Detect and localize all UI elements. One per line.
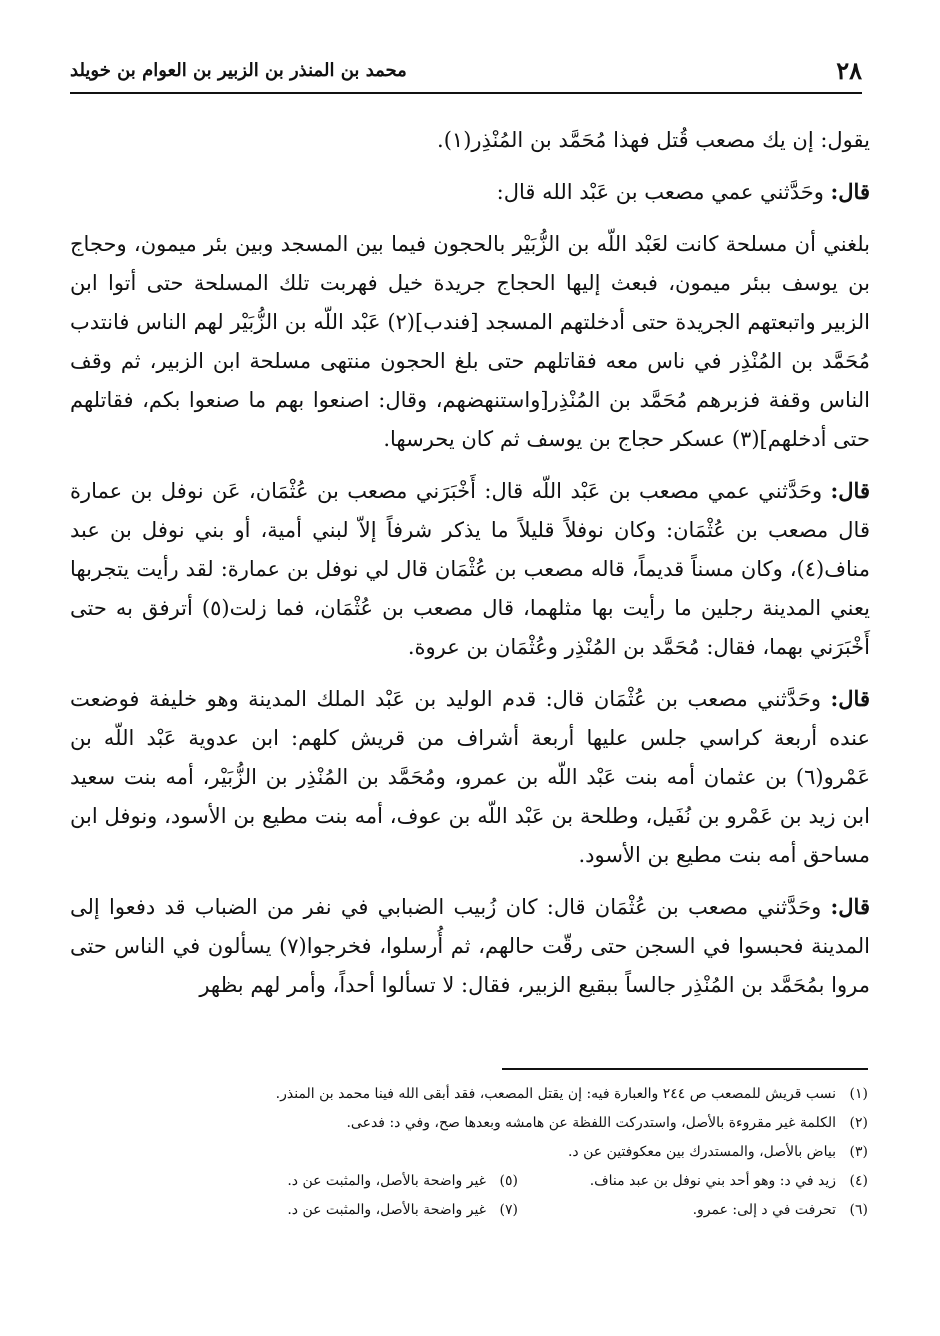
footnote-1 — [276, 1080, 868, 1109]
page-number: ٢٨ — [836, 56, 862, 85]
paragraph-text: وحَدَّثني عمي مصعب بن عَبْد اللّه قال: أَخْبَرَني مصعب بن عُثْمَان، عَن نوفل بن عمارة قال مصعب بن عُثْمَان: وكان نوفلاً قليلاً ما يذكر شرفاً إلاّ لبني أمية، أو بني نوفل بن عبد مناف(٤)، وكان مسناً قديماً، قاله مصعب بن عُثْمَان قال لي نوفل بن عمارة: لقد رأيت يتجربها يعني المدينة رجلين ما رأيت بها مثلهما، قال مصعب بن عُثْمَان، فما زلت(٥) أترفق به حتى أَخْبَرَني بهما، فقال: مُحَمَّد بن المُنْذِر وعُثْمَان بن عروة. — [70, 479, 870, 659]
footnotes — [150, 1080, 868, 1225]
paragraph-text: وحَدَّثني مصعب بن عُثْمَان قال: كان زُبيب الضبابي في نفر من الضباب قد دفعوا إلى المدينة فحبسوا في السجن حتى رقّت حالهم، ثم أُرسلوا، فخرجوا(٧) يسألون في الناس حتى مروا بمُحَمَّد بن المُنْذِر جالساً ببقيع الزبير، فقال: لا تسألوا أحداً، وأمر لهم بظهر — [70, 895, 870, 997]
footnote-rule — [502, 1068, 868, 1070]
paragraph-2 — [70, 172, 870, 212]
footnote-number: (٥) — [499, 1173, 518, 1189]
footnote-row — [150, 1080, 868, 1109]
footnote-number: (١) — [849, 1086, 868, 1102]
footnote-text: تحرفت في د إلى: عمرو. — [692, 1202, 836, 1218]
running-title: محمد بن المنذر بن الزبير بن العوام بن خويلد — [70, 60, 407, 81]
footnote-number: (٢) — [849, 1115, 868, 1131]
paragraph-lead: قال: — [830, 478, 870, 503]
footnote-text: بياض بالأصل، والمستدرك بين معكوفتين عن د. — [567, 1144, 836, 1160]
paragraph-text: يقول: إن يك مصعب قُتل فهذا مُحَمَّد بن المُنْذِر(١). — [437, 128, 870, 152]
footnote-3 — [568, 1138, 868, 1167]
footnote-text: الكلمة غير مقروءة بالأصل، واستدركت اللفظة عن هامشه وبعدها صح، وفي د: فدعى. — [346, 1115, 836, 1131]
paragraph-text: وحَدَّثني عمي مصعب بن عَبْد الله قال: — [496, 180, 831, 204]
paragraph-lead: قال: — [830, 179, 870, 204]
paragraph-text: بلغني أن مسلحة كانت لعَبْد اللّه بن الزُّبَيْر بالحجون فيما بين المسجد وبين بئر ميمون، وحجاج بن يوسف ببئر ميمون، فبعث إليها الحجاج جريدة خيل فهربت تلك المسلحة حتى أتوا ابن الزبير واتبعتهم الجريدة حتى أدخلتهم المسجد [فندب](٢) عَبْد اللّه بن الزُّبَيْر لهم الناس فانتدب مُحَمَّد بن المُنْذِر في ناس معه فقاتلهم حتى بلغ الحجون منتهى مسلحة ابن الزبير، ثم وقف الناس وقفة فزبرهم مُحَمَّد بن المُنْذِر[واستنهضهم، وقال: اصنعوا بهم ما صنعوا بكم، فقاتلهم حتى أدخلهم](٣) عسكر حجاج بن يوسف ثم كان يحرسها. — [70, 232, 870, 451]
paragraph-3 — [70, 224, 870, 459]
footnote-row — [150, 1109, 868, 1138]
footnote-row — [150, 1138, 868, 1167]
paragraph-6 — [70, 887, 870, 1005]
main-text — [70, 120, 870, 1017]
footnote-text: غير واضحة بالأصل، والمثبت عن د. — [287, 1202, 486, 1218]
header-rule — [70, 92, 862, 94]
footnote-4 — [518, 1167, 868, 1196]
paragraph-4 — [70, 471, 870, 667]
footnote-text: نسب قريش للمصعب ص ٢٤٤ والعبارة فيه: إن يقتل المصعب، فقد أبقى الله فينا محمد بن المنذر. — [275, 1086, 836, 1102]
footnote-number: (٧) — [499, 1202, 518, 1218]
footnote-7 — [287, 1196, 518, 1225]
footnote-2 — [346, 1109, 868, 1138]
footnote-5 — [287, 1167, 518, 1196]
paragraph-1 — [70, 120, 870, 160]
paragraph-lead: قال: — [830, 686, 870, 711]
paragraph-5 — [70, 679, 870, 875]
footnote-text: غير واضحة بالأصل، والمثبت عن د. — [287, 1173, 486, 1189]
footnote-number: (٣) — [849, 1144, 868, 1160]
footnote-6 — [518, 1196, 868, 1225]
footnote-number: (٦) — [849, 1202, 868, 1218]
footnote-row — [150, 1167, 868, 1196]
footnote-number: (٤) — [849, 1173, 868, 1189]
page-header — [70, 52, 862, 94]
paragraph-lead: قال: — [830, 894, 870, 919]
footnote-row — [150, 1196, 868, 1225]
paragraph-text: وحَدَّثني مصعب بن عُثْمَان قال: قدم الوليد بن عَبْد الملك المدينة وهو خليفة فوضعت عنده أربعة كراسي جلس عليها أربعة أشراف من قريش كلهم: ابن عدوية عَبْد اللّه بن عَمْرو(٦) بن عثمان أمه بنت عَبْد اللّه بن عمرو، ومُحَمَّد بن المُنْذِر بن الزُّبَيْر، أمه بنت سعيد ابن زيد بن عَمْرو بن نُفَيل، وطلحة بن عَبْد اللّه بن عوف، أمه بنت مطيع بن الأسود، ونوفل ابن مساحق أمه بنت مطيع بن الأسود. — [70, 687, 870, 867]
footnote-text: زيد في د: وهو أحد بني نوفل بن عبد مناف. — [589, 1173, 836, 1189]
